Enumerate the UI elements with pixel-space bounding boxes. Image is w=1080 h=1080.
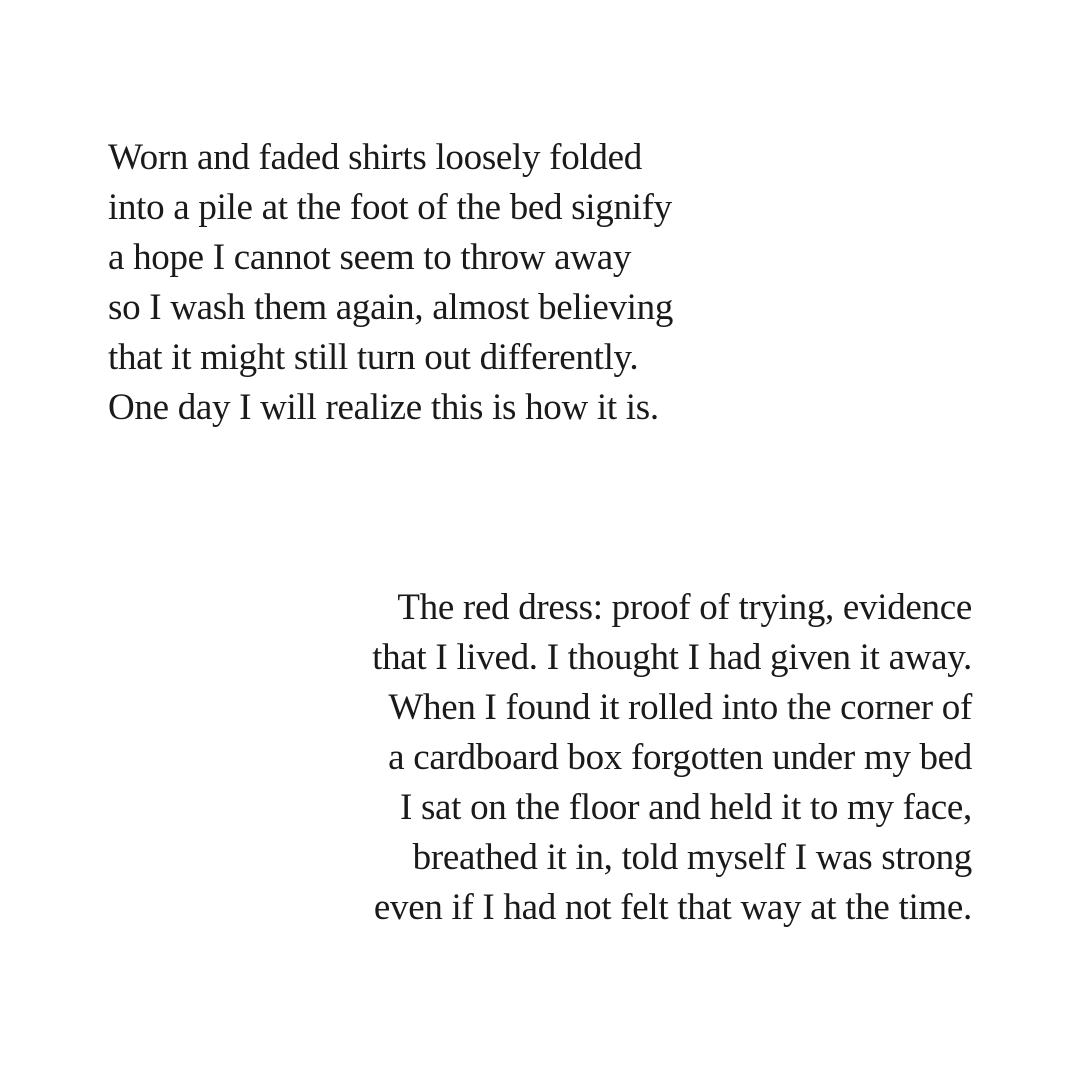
stanza-2-line: I sat on the floor and held it to my face, [399,787,972,828]
stanza-2-line: When I found it rolled into the corner of [388,687,972,728]
stanza-2-line: that I lived. I thought I had given it away. [372,637,972,678]
stanza-left-aligned [108,133,673,433]
stanza-2-line: even if I had not felt that way at the time. [373,887,972,928]
stanza-right-aligned [372,583,972,933]
stanza-1-line: that it might still turn out differently. [108,337,639,378]
stanza-1-line: One day I will realize this is how it is. [108,387,659,428]
stanza-2-line: The red dress: proof of trying, evidence [397,587,972,628]
stanza-2-line: a cardboard box forgotten under my bed [388,737,972,778]
stanza-2-line: breathed it in, told myself I was strong [412,837,972,878]
stanza-1-line: Worn and faded shirts loosely folded [108,137,642,178]
stanza-1-line: into a pile at the foot of the bed signify [108,187,672,228]
stanza-1-line: a hope I cannot seem to throw away [108,237,632,278]
stanza-1-line: so I wash them again, almost believing [108,287,674,328]
